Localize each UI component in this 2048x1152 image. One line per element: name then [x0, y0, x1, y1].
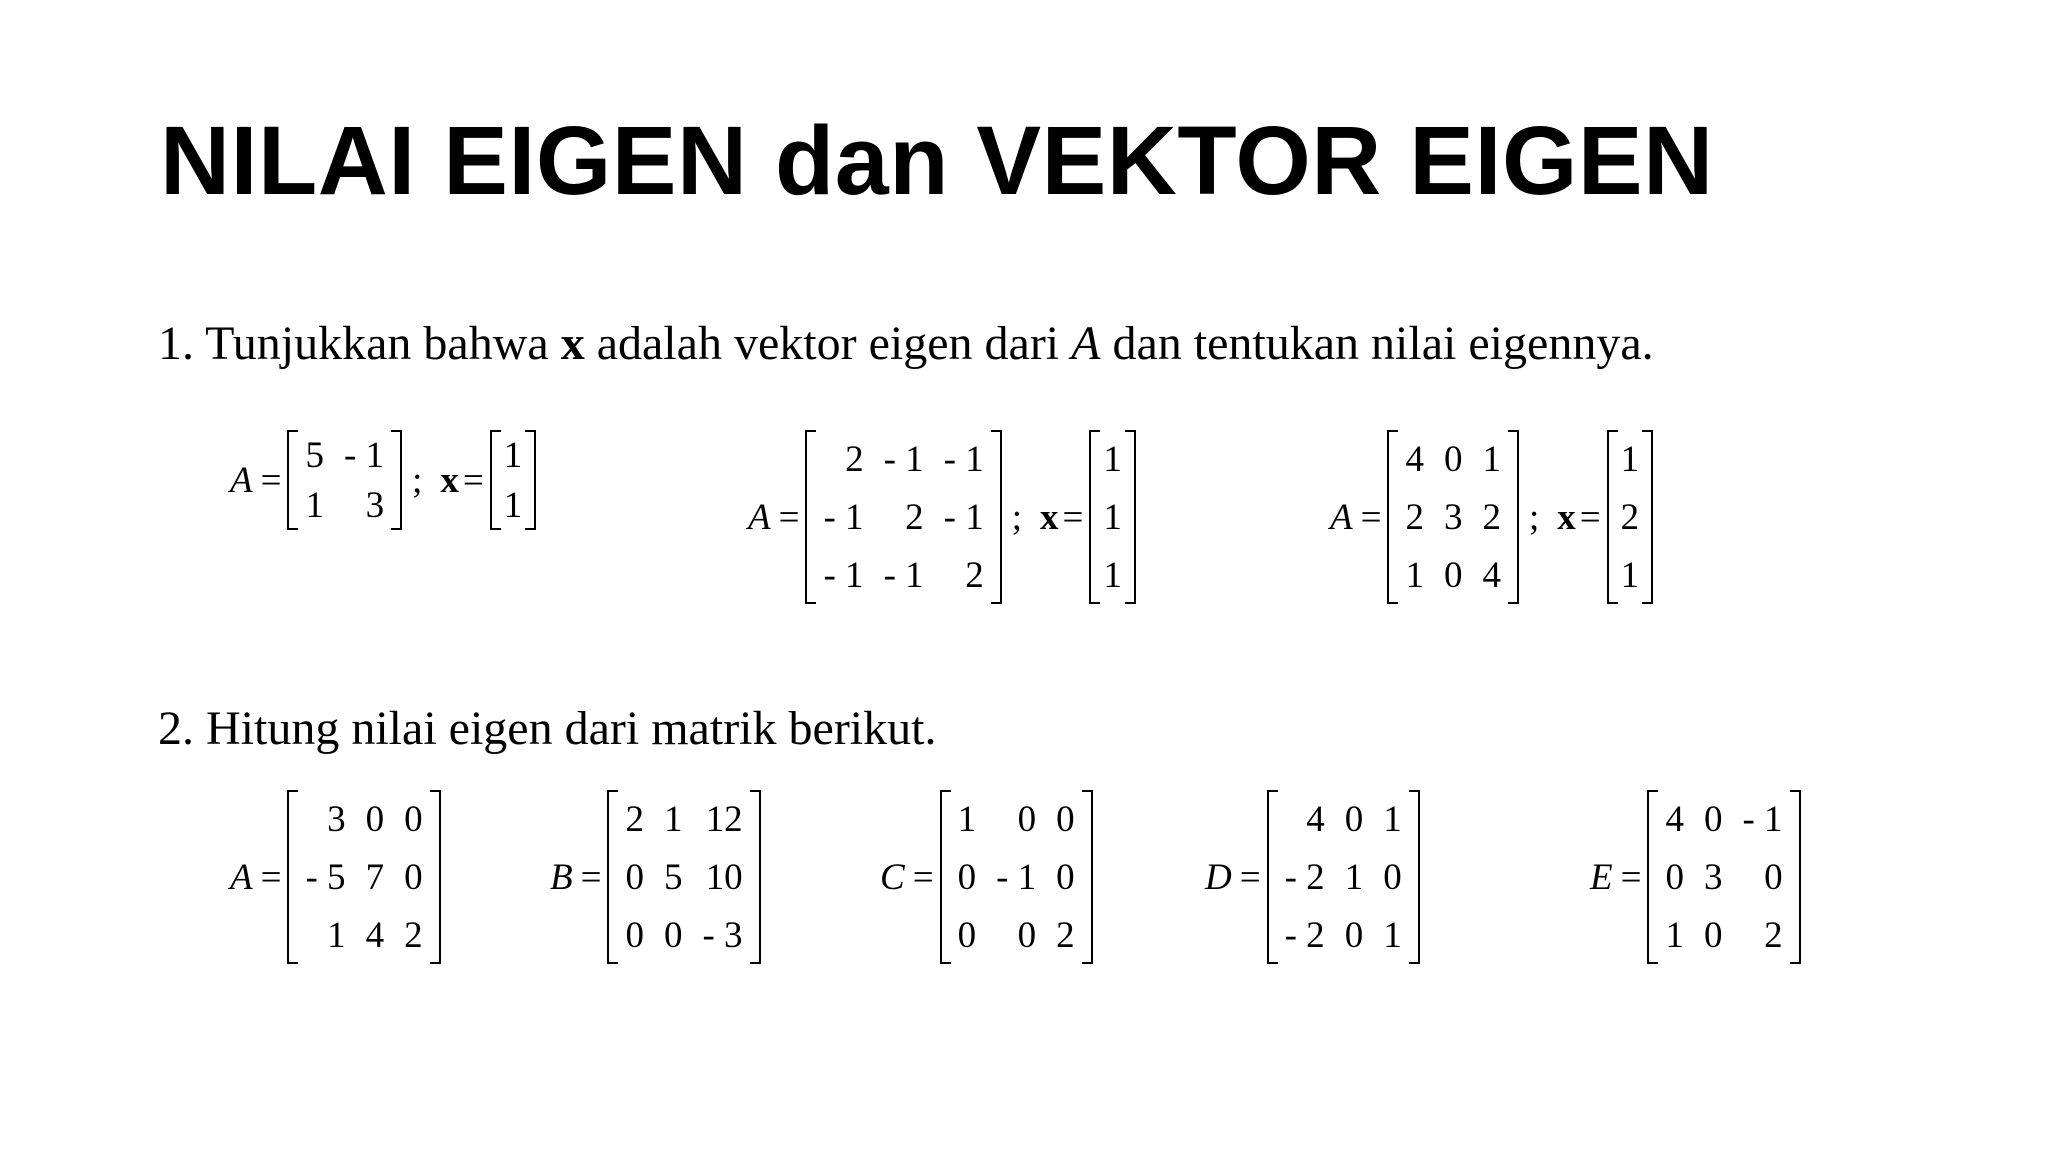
p2-matrix-a-label: A [230, 856, 253, 898]
p2-matrix-a-equals: = [260, 856, 282, 898]
matrix-cell: 0 [625, 856, 644, 898]
matrix-cell: - 2 [1284, 914, 1325, 956]
matrix-cell: 4 [1665, 798, 1684, 840]
p1-eq-2-vector-equals: = [1062, 496, 1084, 538]
p1-eq-3-matrix [1387, 430, 1519, 604]
q1-var-a: A [1071, 317, 1101, 370]
vector-cell: 1 [1620, 554, 1640, 596]
p1-eq-1-vector [490, 430, 537, 530]
matrix-cell: 0 [404, 798, 423, 840]
matrix-cell: 4 [1306, 798, 1325, 840]
matrix-cell: 2 [845, 438, 864, 480]
matrix-cell: - 1 [883, 554, 924, 596]
matrix-cell: 12 [705, 798, 743, 840]
p1-eq-3-equals: = [1360, 496, 1382, 538]
vector-cell: 1 [1620, 438, 1640, 480]
p2-matrix-c [880, 790, 1093, 964]
matrix-cell: 2 [1482, 496, 1501, 538]
matrix-cell: 1 [327, 914, 346, 956]
p2-matrix-b-equals: = [580, 856, 602, 898]
p1-eq-3-vector-label: x [1557, 496, 1576, 538]
matrix-cell: - 1 [343, 434, 385, 476]
matrix-cell: 0 [1383, 856, 1402, 898]
matrix-cell: 2 [404, 914, 423, 956]
vector-cell: 1 [1103, 554, 1122, 596]
p2-matrix-c-label: C [880, 856, 905, 898]
p1-eq-1-matrix [287, 430, 402, 530]
p1-eq-3 [1330, 430, 1653, 604]
matrix-cell: 0 [1056, 798, 1075, 840]
matrix-cell: - 1 [823, 496, 864, 538]
matrix-cell: 1 [1405, 554, 1424, 596]
p2-matrix-d-label: D [1205, 856, 1232, 898]
matrix-cell: 0 [365, 798, 385, 840]
q1-var-x: x [560, 317, 585, 370]
q1-text-after: dan tentukan nilai eigennya. [1112, 317, 1654, 370]
matrix-cell: 0 [625, 914, 644, 956]
matrix-cell: 0 [957, 856, 977, 898]
matrix-cell: 2 [1405, 496, 1424, 538]
matrix-cell: 5 [663, 856, 683, 898]
p2-matrix-d-body [1267, 790, 1420, 964]
matrix-cell: 0 [1443, 438, 1463, 480]
p2-matrix-a [230, 790, 441, 964]
p1-eq-1-vector-label: x [440, 459, 459, 501]
vector-cell: 1 [1103, 438, 1122, 480]
matrix-cell: 0 [1344, 914, 1364, 956]
matrix-cell: 1 [957, 798, 977, 840]
p2-matrix-b-label: B [550, 856, 573, 898]
vector-cell: 1 [1103, 496, 1122, 538]
matrix-cell: 3 [1443, 496, 1463, 538]
vector-cell: 2 [1620, 496, 1640, 538]
matrix-cell: - 1 [943, 438, 984, 480]
p1-eq-3-label: A [1330, 496, 1353, 538]
q1-text-middle: adalah vektor eigen dari [596, 317, 1060, 370]
matrix-cell: 1 [1665, 914, 1684, 956]
vector-cell: 1 [503, 484, 523, 526]
p2-matrix-d-equals: = [1239, 856, 1261, 898]
matrix-cell: 3 [327, 798, 346, 840]
matrix-cell: 4 [1405, 438, 1424, 480]
p2-matrix-b-body [607, 790, 760, 964]
question-2: 2. Hitung nilai eigen dari matrik berikut. [158, 702, 937, 755]
vector-cell: 1 [503, 434, 523, 476]
matrix-cell: 4 [1482, 554, 1501, 596]
p1-eq-1-vector-equals: = [462, 459, 484, 501]
matrix-cell: 4 [365, 914, 385, 956]
matrix-cell: 3 [365, 484, 385, 526]
matrix-cell: 2 [1764, 914, 1783, 956]
q1-text-before: Tunjukkan bahwa [205, 317, 549, 370]
p2-matrix-a-body [287, 790, 440, 964]
p1-eq-2-equals: = [778, 496, 800, 538]
p1-eq-1-equals: = [260, 459, 282, 501]
matrix-cell: 2 [905, 496, 924, 538]
matrix-cell: 0 [957, 914, 977, 956]
p1-eq-1-separator: ; [412, 459, 423, 501]
matrix-cell: 0 [1703, 798, 1723, 840]
matrix-cell: - 1 [943, 496, 984, 538]
matrix-cell: - 1 [823, 554, 864, 596]
matrix-cell: 1 [663, 798, 683, 840]
matrix-cell: 7 [365, 856, 385, 898]
p1-eq-1 [230, 430, 536, 530]
p1-eq-2-label: A [748, 496, 771, 538]
matrix-cell: 0 [663, 914, 683, 956]
matrix-cell: 5 [305, 434, 324, 476]
p2-matrix-d [1205, 790, 1420, 964]
p2-matrix-b [550, 790, 761, 964]
matrix-cell: 1 [1344, 856, 1364, 898]
matrix-cell: 1 [1383, 798, 1402, 840]
matrix-cell: 1 [305, 484, 324, 526]
matrix-cell: - 1 [883, 438, 924, 480]
p2-matrix-e [1590, 790, 1801, 964]
p2-matrix-e-equals: = [1620, 856, 1642, 898]
matrix-cell: 0 [1703, 914, 1723, 956]
matrix-cell: 2 [965, 554, 984, 596]
matrix-cell: 0 [404, 856, 423, 898]
p1-eq-1-label: A [230, 459, 253, 501]
matrix-cell: 0 [1764, 856, 1783, 898]
p1-eq-2 [748, 430, 1136, 604]
matrix-cell: 0 [1344, 798, 1364, 840]
p2-matrix-c-body [940, 790, 1093, 964]
q1-number: 1. [158, 317, 194, 370]
p2-matrix-e-body [1647, 790, 1800, 964]
p2-matrix-c-equals: = [912, 856, 934, 898]
matrix-cell: 0 [1443, 554, 1463, 596]
question-1 [158, 317, 1654, 370]
matrix-cell: 3 [1703, 856, 1723, 898]
matrix-cell: - 1 [1742, 798, 1783, 840]
p1-eq-3-vector-equals: = [1579, 496, 1601, 538]
slide-title: NILAI EIGEN dan VEKTOR EIGEN [160, 106, 1714, 215]
matrix-cell: 0 [1056, 856, 1075, 898]
p1-eq-2-vector [1089, 430, 1136, 604]
matrix-cell: - 3 [702, 914, 743, 956]
matrix-cell: - 5 [305, 856, 346, 898]
matrix-cell: - 1 [996, 856, 1037, 898]
matrix-cell: 1 [1383, 914, 1402, 956]
p1-eq-2-separator: ; [1011, 496, 1022, 538]
matrix-cell: 2 [1056, 914, 1075, 956]
p2-matrix-e-label: E [1590, 856, 1613, 898]
matrix-cell: 0 [1665, 856, 1684, 898]
matrix-cell: - 2 [1284, 856, 1325, 898]
matrix-cell: 10 [705, 856, 743, 898]
matrix-cell: 0 [1017, 798, 1037, 840]
matrix-cell: 2 [625, 798, 644, 840]
p1-eq-3-vector [1607, 430, 1654, 604]
matrix-cell: 0 [1017, 914, 1037, 956]
p1-eq-2-matrix [805, 430, 1001, 604]
p1-eq-2-vector-label: x [1040, 496, 1059, 538]
p1-eq-3-separator: ; [1528, 496, 1540, 538]
matrix-cell: 1 [1482, 438, 1501, 480]
